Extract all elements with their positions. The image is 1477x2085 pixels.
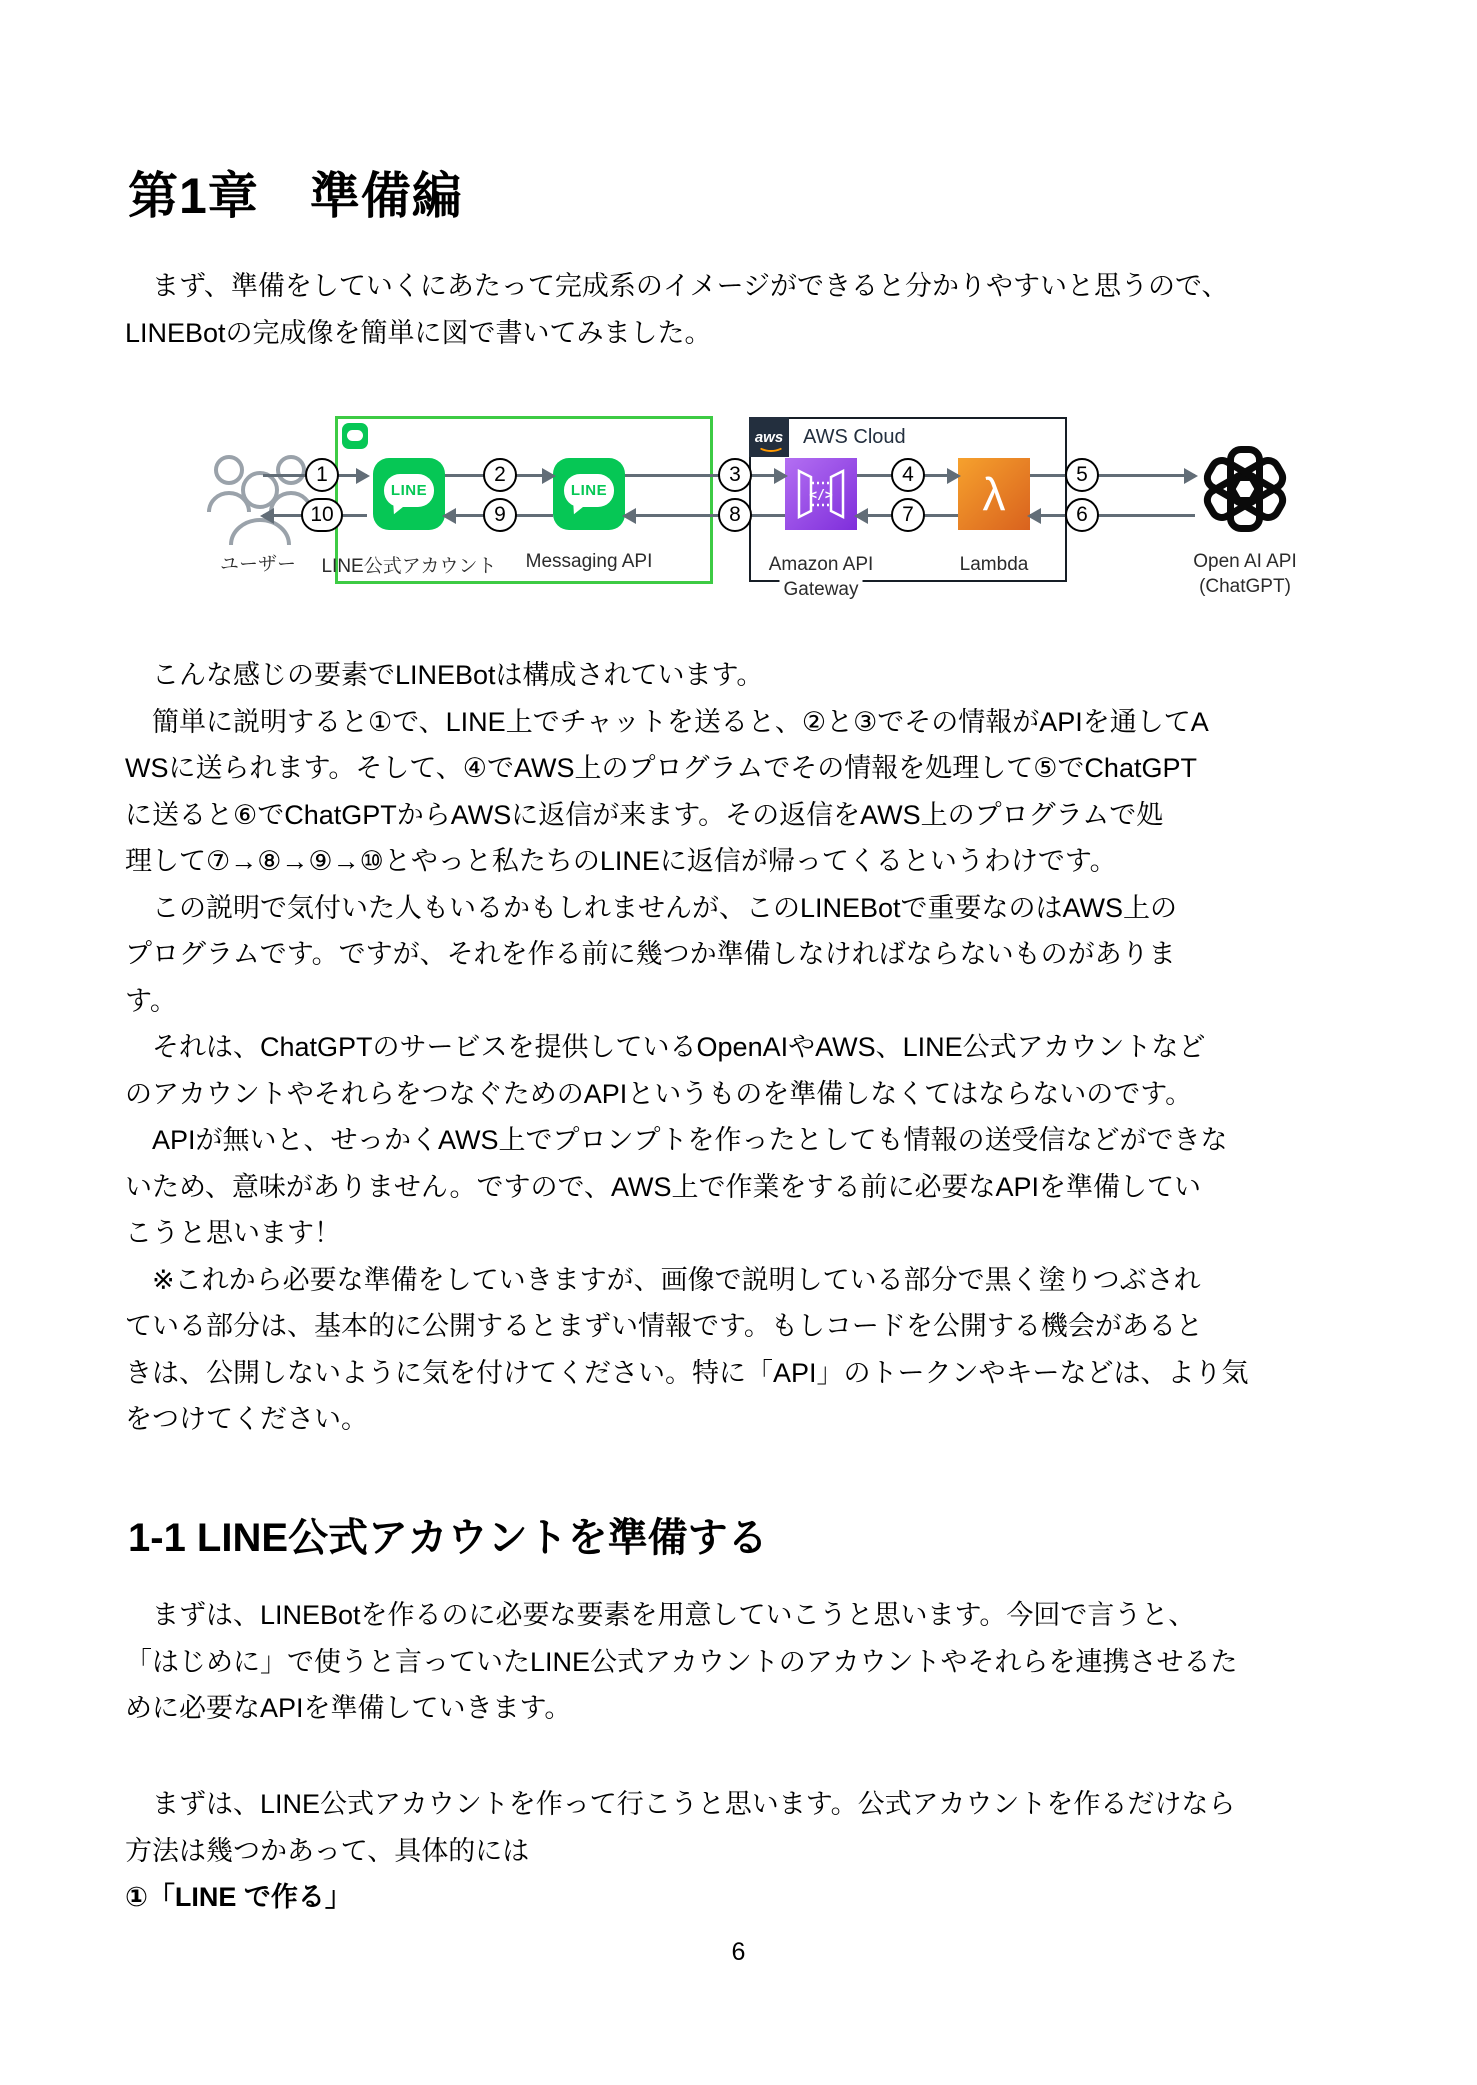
lambda-label: Lambda xyxy=(959,554,1029,575)
arrow-head-icon xyxy=(442,508,456,524)
line-corner-badge-icon xyxy=(342,423,368,449)
arrow-head-icon xyxy=(854,508,868,524)
page-number: 6 xyxy=(731,1938,746,1966)
aws-badge-text: aws xyxy=(754,428,784,446)
body-line: ている部分は、基本的に公開するとまずい情報です。もしコードを公開する機会があると xyxy=(125,1311,1203,1341)
step-badge-8: 8 xyxy=(718,498,752,532)
arrow-head-icon xyxy=(1027,508,1041,524)
line-account-label: LINE公式アカウント xyxy=(321,556,497,577)
aws-cloud-label: AWS Cloud xyxy=(803,426,906,448)
line-icon-text: LINE xyxy=(570,482,608,499)
api-gateway-glyph: </> xyxy=(809,488,833,503)
arrow-head-icon xyxy=(1184,468,1198,484)
openai-logo-icon xyxy=(1195,439,1295,539)
openai-label: Open AI API xyxy=(1193,551,1297,572)
aws-logo-badge-icon xyxy=(749,417,789,457)
body-line: こうと思います！ xyxy=(125,1218,341,1248)
section-paragraph xyxy=(125,1781,1380,1921)
aws-smile-icon xyxy=(757,437,785,452)
body-line: 理して⑦→⑧→⑨→⑩とやっと私たちのLINEに返信が帰ってくるというわけです。 xyxy=(125,846,1117,876)
arrow-head-icon xyxy=(622,508,636,524)
line-bubble-tail xyxy=(571,503,585,516)
body-line: のアカウントやそれらをつなぐためのAPIというものを準備しなくてはならないのです。 xyxy=(125,1078,1193,1109)
step-badge-4: 4 xyxy=(891,458,925,492)
step-badge-9: 9 xyxy=(483,498,517,532)
body-line: まずは、LINE公式アカウントを作って行こうと思います。公式アカウントを作るだけなら xyxy=(125,1789,1236,1819)
body-line: いため、意味がありません。ですので、AWS上で作業をする前に必要なAPIを準備してい xyxy=(125,1171,1202,1202)
body-line: この説明で気付いた人もいるかもしれませんが、このLINEBotで重要なのはAWS上の xyxy=(125,892,1178,923)
body-line: APIが無いと、せっかくAWS上でプロンプトを作ったとしても情報の送受信などができな xyxy=(125,1125,1228,1155)
body-line: WSに送られます。そして、④でAWS上のプログラムでその情報を処理して⑤でChatGPT xyxy=(125,753,1197,783)
line-bubble-icon xyxy=(564,474,614,507)
intro-line: LINEBotの完成像を簡単に図で書いてみました。 xyxy=(125,317,712,348)
step-badge-1: 1 xyxy=(305,458,339,492)
intro-paragraph xyxy=(125,263,1380,356)
api-gateway-label: Amazon API xyxy=(765,554,878,576)
lambda-icon xyxy=(958,458,1030,530)
list-item-bold: ①「LINE で作る」 xyxy=(125,1882,352,1912)
arrow-head-icon xyxy=(356,468,370,484)
line-mini-bubble-icon xyxy=(347,430,363,441)
body-line: それは、ChatGPTのサービスを提供しているOpenAIやAWS、LINE公式アカウントなど xyxy=(125,1032,1206,1062)
arrow-head-icon xyxy=(947,468,961,484)
flow-arrow-forward xyxy=(1030,474,1195,477)
line-icon-text: LINE xyxy=(390,482,428,499)
arrow-head-icon xyxy=(260,508,274,524)
flow-arrow-forward xyxy=(625,474,785,477)
openai-label: (ChatGPT) xyxy=(1199,576,1291,597)
messaging-api-label: Messaging API xyxy=(525,551,653,572)
body-line: す。 xyxy=(125,985,177,1016)
body-paragraphs xyxy=(125,652,1380,1443)
body-line: 方法は幾つかあって、具体的には xyxy=(125,1835,530,1866)
step-badge-2: 2 xyxy=(483,458,517,492)
body-line: まずは、LINEBotを作るのに必要な要素を用意していこうと思います。今回で言うと、 xyxy=(125,1600,1196,1630)
section-paragraph xyxy=(125,1592,1380,1732)
chapter-title: 第1章 準備編 xyxy=(128,168,463,224)
step-badge-6: 6 xyxy=(1065,498,1099,532)
body-line: プログラムです。ですが、それを作る前に幾つか準備しなければならないものがありま xyxy=(125,939,1176,969)
body-line: ※これから必要な準備をしていきますが、画像で説明している部分で黒く塗りつぶされ xyxy=(125,1264,1201,1295)
messaging-api-icon xyxy=(553,458,625,530)
step-badge-10: 10 xyxy=(301,498,343,532)
body-line: をつけてください。 xyxy=(125,1404,368,1434)
line-bubble-icon xyxy=(384,474,434,507)
body-line: に送ると⑥でChatGPTからAWSに返信が来ます。その返信をAWS上のプログラムで処 xyxy=(125,799,1164,830)
arrow-head-icon xyxy=(774,468,788,484)
architecture-diagram xyxy=(140,413,1370,628)
api-gateway-label: Gateway xyxy=(780,579,863,601)
flow-arrow-return xyxy=(625,514,785,517)
body-line: めに必要なAPIを準備していきます。 xyxy=(125,1693,572,1723)
user-label: ユーザー xyxy=(219,554,297,575)
api-gateway-icon xyxy=(785,458,857,530)
intro-line: まず、準備をしていくにあたって完成系のイメージができると分かりやすいと思うので、 xyxy=(125,271,1229,301)
body-line: きは、公開しないように気を付けてください。特に「API」のトークンやキーなどは、より気 xyxy=(125,1357,1249,1388)
step-badge-5: 5 xyxy=(1065,458,1099,492)
flow-arrow-return xyxy=(1030,514,1195,517)
step-badge-7: 7 xyxy=(891,498,925,532)
section-heading: 1-1 LINE公式アカウントを準備する xyxy=(128,1516,768,1560)
step-badge-3: 3 xyxy=(718,458,752,492)
arrow-head-icon xyxy=(542,468,556,484)
lambda-glyph: λ xyxy=(982,468,1006,520)
body-line: 「はじめに」で使うと言っていたLINE公式アカウントのアカウントやそれらを連携させるた xyxy=(125,1646,1238,1677)
line-bubble-tail xyxy=(391,503,405,516)
body-line: 簡単に説明すると①で、LINE上でチャットを送ると、②と③でその情報がAPIを通してA xyxy=(125,706,1209,737)
body-line: こんな感じの要素でLINEBotは構成されています。 xyxy=(125,660,764,690)
line-account-icon xyxy=(373,458,445,530)
